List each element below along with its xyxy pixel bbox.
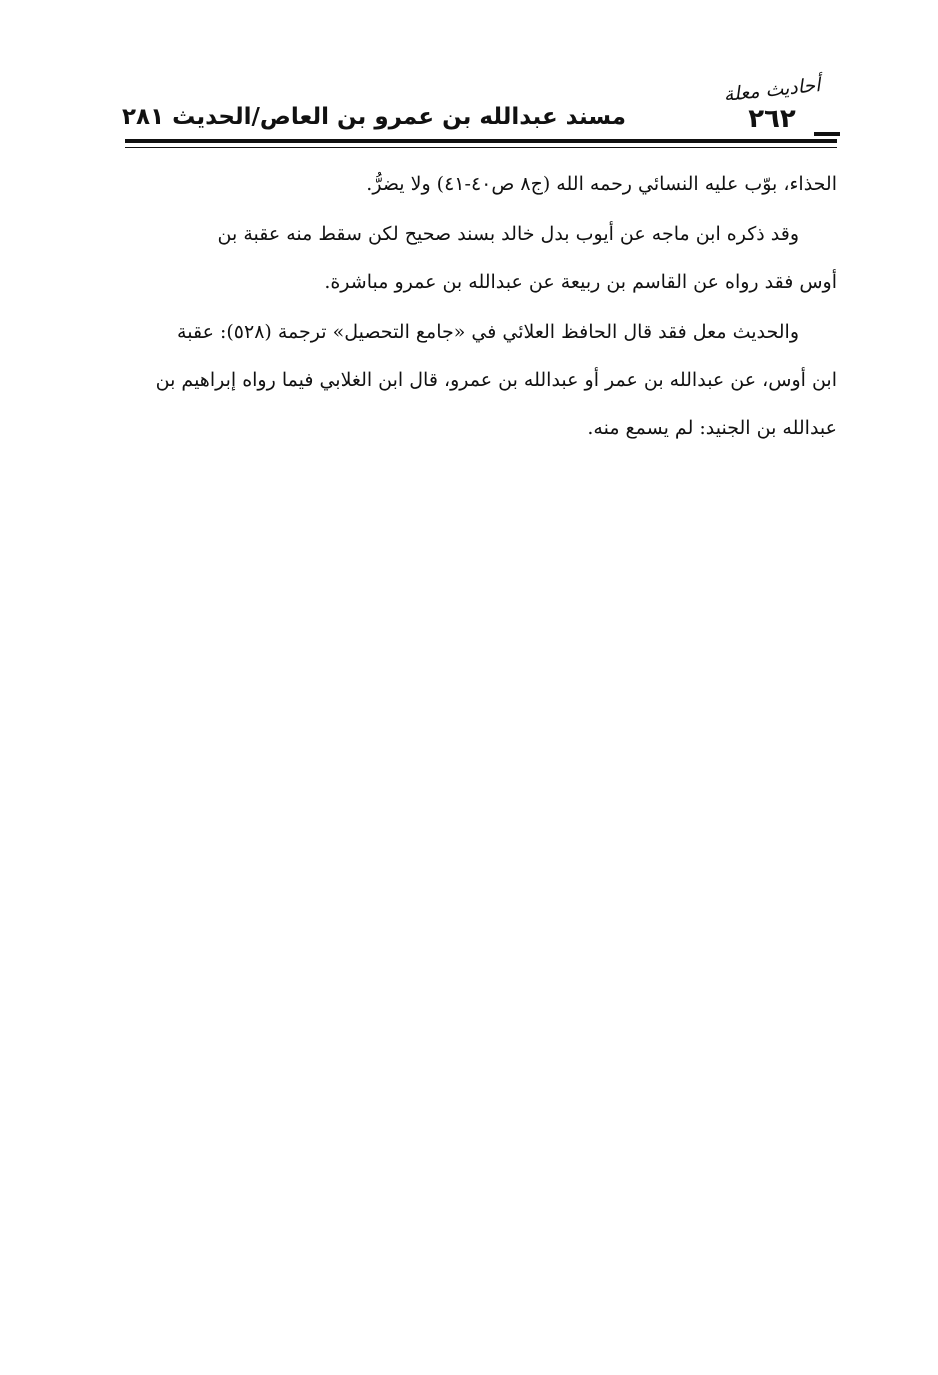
text-line: ابن أوس، عن عبدالله بن عمر أو عبدالله بن عمرو، قال ابن الغلابي فيما رواه إبراهيم بن xyxy=(155,369,837,391)
paragraph-2 xyxy=(125,210,837,306)
body-text xyxy=(125,160,837,454)
text-line: أوس فقد رواه عن القاسم بن ربيعة عن عبدالله بن عمرو مباشرة. xyxy=(324,271,837,293)
running-title: مسند عبدالله بن عمرو بن العاص/الحديث ٢٨١ xyxy=(122,104,626,130)
header-dash xyxy=(814,132,840,136)
text-line: الحذاء، بوّب عليه النسائي رحمه الله (ج٨ ص٤٠-٤١) ولا يضرُّ. xyxy=(366,173,837,195)
page-number: ٢٦٢ xyxy=(748,104,796,134)
paragraph-1 xyxy=(125,160,837,208)
book-mark xyxy=(702,73,842,134)
header-rule-thick xyxy=(125,139,837,143)
book-name: أحاديث معلة xyxy=(722,73,822,107)
text-line: وقد ذكره ابن ماجه عن أيوب بدل خالد بسند صحيح لكن سقط منه عقبة بن xyxy=(217,223,799,245)
page-header xyxy=(122,73,842,158)
header-rule-thin xyxy=(125,147,837,148)
text-line: عبدالله بن الجنيد: لم يسمع منه. xyxy=(587,417,837,439)
text-line: والحديث معل فقد قال الحافظ العلائي في «جامع التحصيل» ترجمة (٥٢٨): عقبة xyxy=(177,321,799,343)
paragraph-3 xyxy=(125,308,837,452)
